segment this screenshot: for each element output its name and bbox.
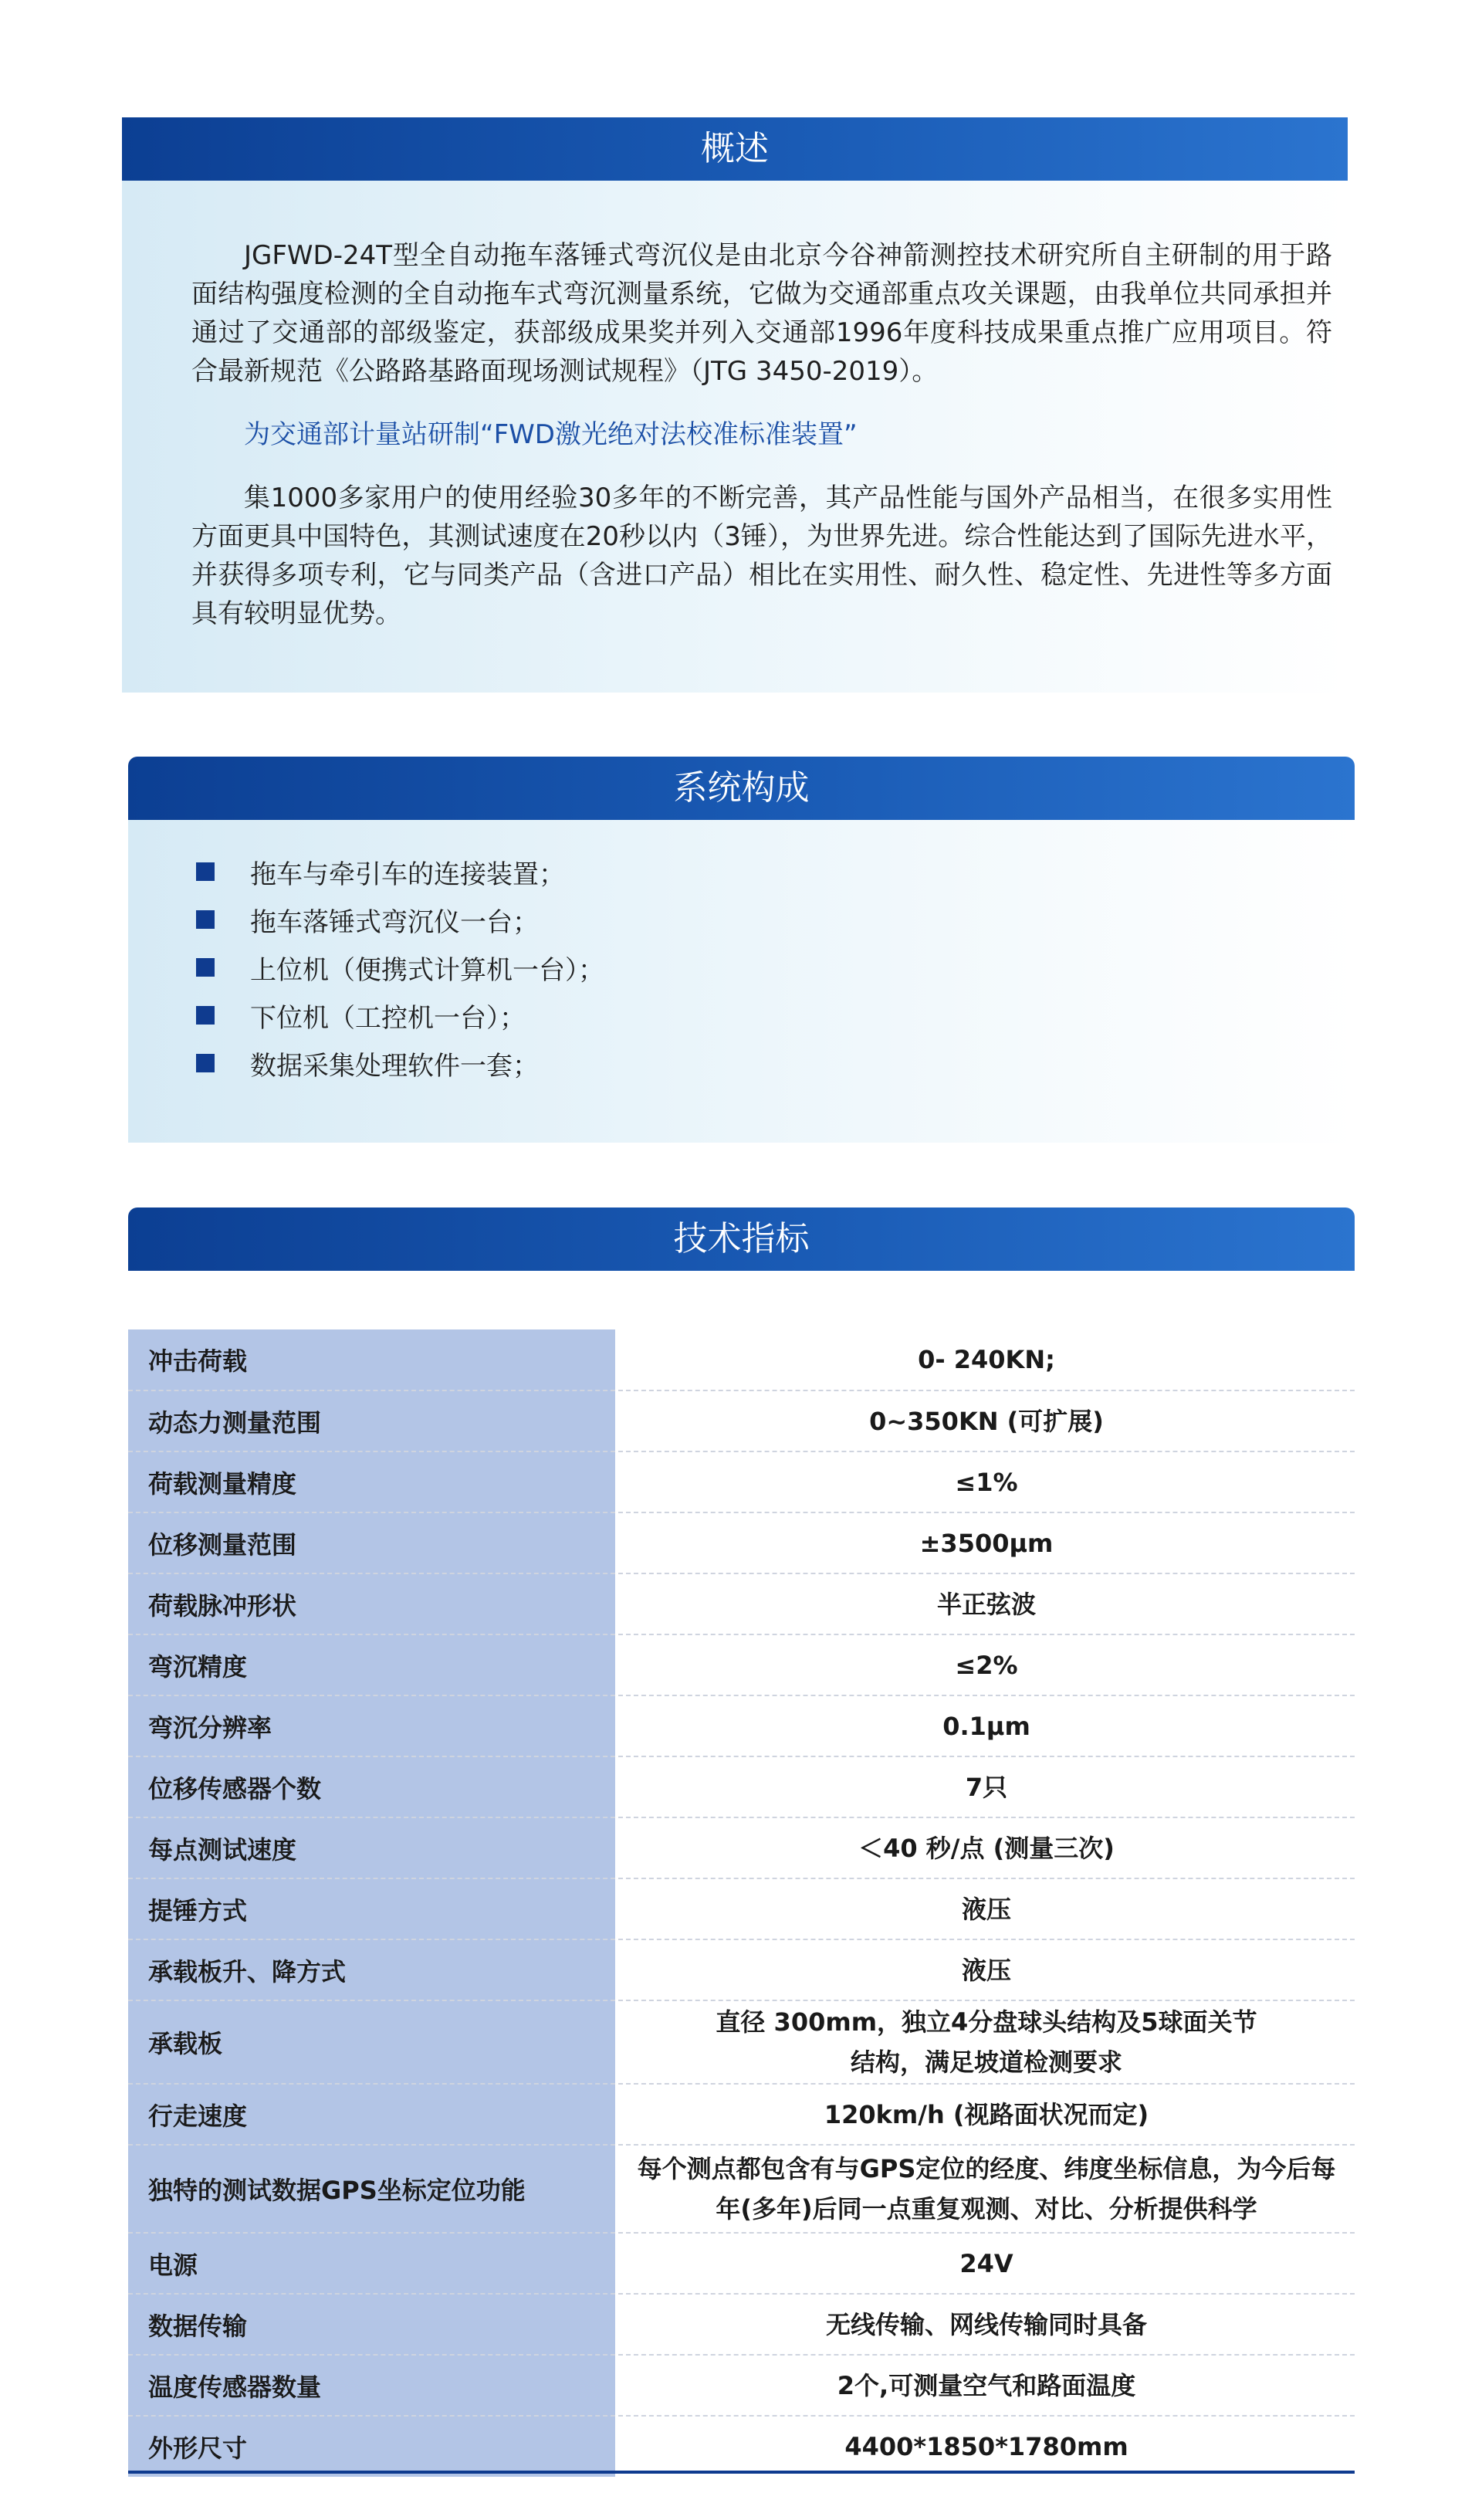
overview-paragraph-1: JGFWD-24T型全自动拖车落锤式弯沉仪是由北京今谷神箭测控技术研究所自主研制的用于路面结构强度检测的全自动拖车式弯沉测量系统，它做为交通部重点攻关课题，由我单位共同承担并通过了交通部的部级鉴定，获部级成果奖并列入交通部1996年度科技成果重点推广应用项目。符合最新规范《公路路基路面现场测试规程》（JTG 3450-2019）。 bbox=[191, 240, 1332, 387]
list-item bbox=[196, 900, 539, 939]
spec-name: 位移传感器个数 bbox=[128, 1756, 617, 1817]
overview-title: 概述 bbox=[122, 117, 1348, 181]
table-row bbox=[128, 1573, 1355, 1634]
system-body bbox=[128, 820, 1355, 1143]
spec-value: 120km/h (视路面状况而定) bbox=[617, 2084, 1355, 2145]
spec-value: 7只 bbox=[617, 1756, 1355, 1817]
table-row bbox=[128, 1939, 1355, 2000]
spec-name: 数据传输 bbox=[128, 2294, 617, 2355]
spec-value: 0- 240KN; bbox=[617, 1329, 1355, 1390]
table-bottom-rule bbox=[128, 2471, 1355, 2474]
overview-body bbox=[122, 181, 1348, 693]
square-bullet-icon bbox=[196, 1054, 215, 1072]
spec-value: 0.1μm bbox=[617, 1695, 1355, 1756]
table-row bbox=[128, 1817, 1355, 1878]
spec-name: 弯沉精度 bbox=[128, 1634, 617, 1695]
table-row bbox=[128, 2416, 1355, 2477]
table-row bbox=[128, 1756, 1355, 1817]
system-section bbox=[128, 757, 1355, 1143]
spec-name: 提锤方式 bbox=[128, 1878, 617, 1939]
specs-title: 技术指标 bbox=[128, 1208, 1355, 1271]
spec-value: 直径 300mm，独立4分盘球头结构及5球面关节结构，满足坡道检测要求 bbox=[617, 2000, 1355, 2084]
table-row bbox=[128, 1512, 1355, 1573]
spec-value: 半正弦波 bbox=[617, 1573, 1355, 1634]
spec-name: 冲击荷载 bbox=[128, 1329, 617, 1390]
spec-name: 独特的测试数据GPS坐标定位功能 bbox=[128, 2145, 617, 2233]
square-bullet-icon bbox=[196, 1006, 215, 1025]
spec-value: 0~350KN (可扩展) bbox=[617, 1390, 1355, 1451]
list-item-label: 拖车与牵引车的连接装置； bbox=[250, 859, 565, 890]
spec-value: 2个,可测量空气和路面温度 bbox=[617, 2355, 1355, 2416]
spec-value: ≤1% bbox=[617, 1451, 1355, 1512]
spec-name: 每点测试速度 bbox=[128, 1817, 617, 1878]
table-row bbox=[128, 2294, 1355, 2355]
spec-name: 荷载脉冲形状 bbox=[128, 1573, 617, 1634]
spec-value: 液压 bbox=[617, 1878, 1355, 1939]
list-item-label: 下位机（工控机一台）； bbox=[250, 1002, 526, 1034]
spec-value: ＜40 秒/点 (测量三次) bbox=[617, 1817, 1355, 1878]
table-row bbox=[128, 1329, 1355, 1390]
table-row bbox=[128, 2000, 1355, 2084]
spec-name: 外形尺寸 bbox=[128, 2416, 617, 2477]
specs-table bbox=[128, 1329, 1355, 2477]
list-item bbox=[196, 1044, 539, 1082]
table-row bbox=[128, 2233, 1355, 2294]
square-bullet-icon bbox=[196, 958, 215, 977]
spec-value: 无线传输、网线传输同时具备 bbox=[617, 2294, 1355, 2355]
spec-name: 动态力测量范围 bbox=[128, 1390, 617, 1451]
list-item-label: 拖车落锤式弯沉仪一台； bbox=[250, 906, 539, 938]
list-item-label: 数据采集处理软件一套； bbox=[250, 1050, 539, 1082]
spec-value: ≤2% bbox=[617, 1634, 1355, 1695]
table-row bbox=[128, 2084, 1355, 2145]
list-item bbox=[196, 948, 604, 987]
overview-section bbox=[122, 117, 1348, 693]
spec-value: 每个测点都包含有与GPS定位的经度、纬度坐标信息，为今后每年(多年)后同一点重复观测、对比、分析提供科学 bbox=[617, 2145, 1355, 2233]
spec-value: 液压 bbox=[617, 1939, 1355, 2000]
list-item bbox=[196, 996, 526, 1035]
spec-name: 承载板 bbox=[128, 2000, 617, 2084]
table-row bbox=[128, 1390, 1355, 1451]
spec-value: ±3500μm bbox=[617, 1512, 1355, 1573]
spec-name: 电源 bbox=[128, 2233, 617, 2294]
square-bullet-icon bbox=[196, 910, 215, 929]
spec-name: 温度传感器数量 bbox=[128, 2355, 617, 2416]
system-title: 系统构成 bbox=[128, 757, 1355, 820]
list-item bbox=[196, 852, 565, 891]
overview-highlight: 为交通部计量站研制“FWD激光绝对法校准标准装置” bbox=[244, 419, 858, 450]
table-row bbox=[128, 2145, 1355, 2233]
spec-value: 4400*1850*1780mm bbox=[844, 2432, 1128, 2461]
specs-section bbox=[128, 1208, 1355, 1271]
table-row bbox=[128, 1451, 1355, 1512]
table-row bbox=[128, 1695, 1355, 1756]
spec-name: 行走速度 bbox=[128, 2084, 617, 2145]
table-row bbox=[128, 2355, 1355, 2416]
overview-paragraph-2: 集1000多家用户的使用经验30多年的不断完善，其产品性能与国外产品相当，在很多实用性方面更具中国特色，其测试速度在20秒以内（3锤），为世界先进。综合性能达到了国际先进水平，并获得多项专利，它与同类产品（含进口产品）相比在实用性、耐久性、稳定性、先进性等多方面具有较明显优势。 bbox=[191, 483, 1332, 629]
table-row bbox=[128, 1878, 1355, 1939]
table-row bbox=[128, 1634, 1355, 1695]
spec-name: 位移测量范围 bbox=[128, 1512, 617, 1573]
spec-name: 弯沉分辨率 bbox=[128, 1695, 617, 1756]
spec-name: 荷载测量精度 bbox=[128, 1451, 617, 1512]
spec-name: 承载板升、降方式 bbox=[128, 1939, 617, 2000]
spec-value: 24V bbox=[617, 2233, 1355, 2294]
list-item-label: 上位机（便携式计算机一台）； bbox=[250, 954, 604, 986]
square-bullet-icon bbox=[196, 862, 215, 881]
